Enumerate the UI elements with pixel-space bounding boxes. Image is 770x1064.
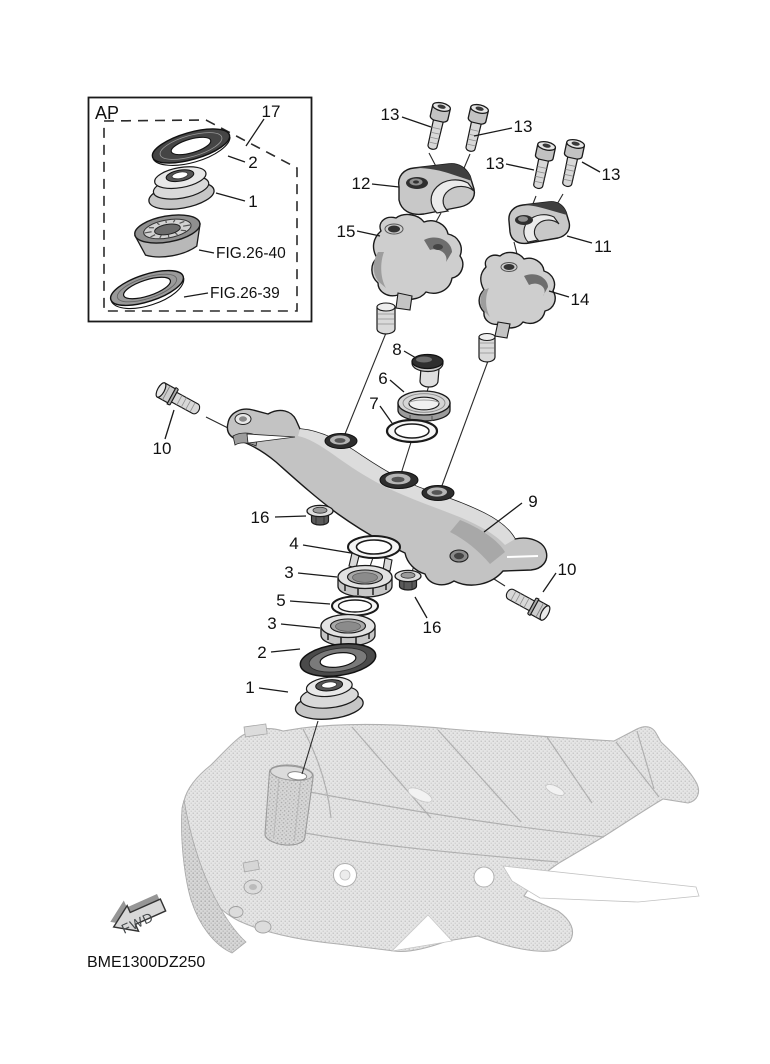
socket-bolt-13-c bbox=[529, 140, 556, 190]
callout-13-a: 13 bbox=[380, 105, 400, 124]
socket-bolt-13-b bbox=[461, 103, 489, 153]
ring-nut-3-upper bbox=[338, 566, 392, 598]
dust-seal-part2 bbox=[298, 639, 378, 680]
callout-12: 12 bbox=[351, 174, 371, 193]
cap-part8 bbox=[412, 355, 443, 388]
upper-clamp-left-part12 bbox=[399, 164, 475, 215]
callout-14: 14 bbox=[570, 290, 590, 309]
callout-inset-2: 2 bbox=[248, 153, 258, 172]
callout-10-right: 10 bbox=[557, 560, 577, 579]
handlebar-holder-left-part15 bbox=[372, 215, 463, 334]
handlebar-holder-right-part14 bbox=[479, 252, 555, 362]
steering-stem-nut-group bbox=[387, 355, 450, 443]
callout-16-left: 16 bbox=[250, 508, 270, 527]
callout-11: 11 bbox=[594, 237, 612, 256]
callout-9: 9 bbox=[528, 492, 538, 511]
callout-13-b: 13 bbox=[513, 117, 533, 136]
callout-16-right: 16 bbox=[422, 618, 442, 637]
fwd-arrow-label: FWD bbox=[119, 909, 157, 937]
callout-13-d: 13 bbox=[601, 165, 621, 184]
bracket-holder-hole-right bbox=[422, 486, 454, 501]
callout-8: 8 bbox=[392, 340, 402, 359]
stem-washer-part7 bbox=[387, 420, 437, 442]
fwd-direction-arrow bbox=[105, 887, 169, 940]
callout-inset-1: 1 bbox=[248, 192, 258, 211]
flange-nut-16-left bbox=[307, 505, 333, 525]
callout-6: 6 bbox=[378, 369, 388, 388]
bearing-cover-part1 bbox=[293, 674, 365, 722]
pinch-bolt-10-left bbox=[154, 380, 204, 419]
callout-fig-26-39: FIG.26-39 bbox=[210, 285, 280, 302]
inset-tag-label: AP bbox=[95, 103, 120, 123]
handlebar-clamp-group bbox=[372, 101, 585, 362]
callout-15: 15 bbox=[336, 222, 356, 241]
callout-fig-26-40: FIG.26-40 bbox=[216, 245, 286, 262]
drawing-code: BME1300DZ250 bbox=[87, 954, 206, 971]
ap-inset bbox=[89, 98, 312, 322]
special-washer-part5 bbox=[332, 597, 378, 616]
frame-cutout-wedge bbox=[503, 866, 699, 902]
callout-3-lower: 3 bbox=[267, 614, 277, 633]
ring-nut-3-lower bbox=[321, 615, 375, 647]
callout-2: 2 bbox=[257, 643, 267, 662]
callout-17: 17 bbox=[261, 102, 281, 121]
callout-10-left: 10 bbox=[152, 439, 172, 458]
bracket-holder-hole-left bbox=[325, 434, 357, 449]
callout-5: 5 bbox=[276, 591, 286, 610]
upper-clamp-right-part11 bbox=[509, 202, 570, 244]
callout-1: 1 bbox=[245, 678, 255, 697]
frame-hole-right bbox=[474, 867, 494, 887]
callout-7: 7 bbox=[369, 394, 379, 413]
callout-3-upper: 3 bbox=[284, 563, 294, 582]
bracket-stem-hole-center bbox=[380, 472, 418, 489]
callout-13-c: 13 bbox=[485, 154, 505, 173]
flange-nut-16-right bbox=[395, 570, 421, 590]
motorcycle-frame bbox=[181, 724, 699, 953]
callout-4: 4 bbox=[289, 534, 299, 553]
stem-nut-part6 bbox=[398, 391, 450, 421]
frame-silhouette bbox=[182, 724, 699, 951]
socket-bolt-13-d bbox=[558, 138, 585, 188]
